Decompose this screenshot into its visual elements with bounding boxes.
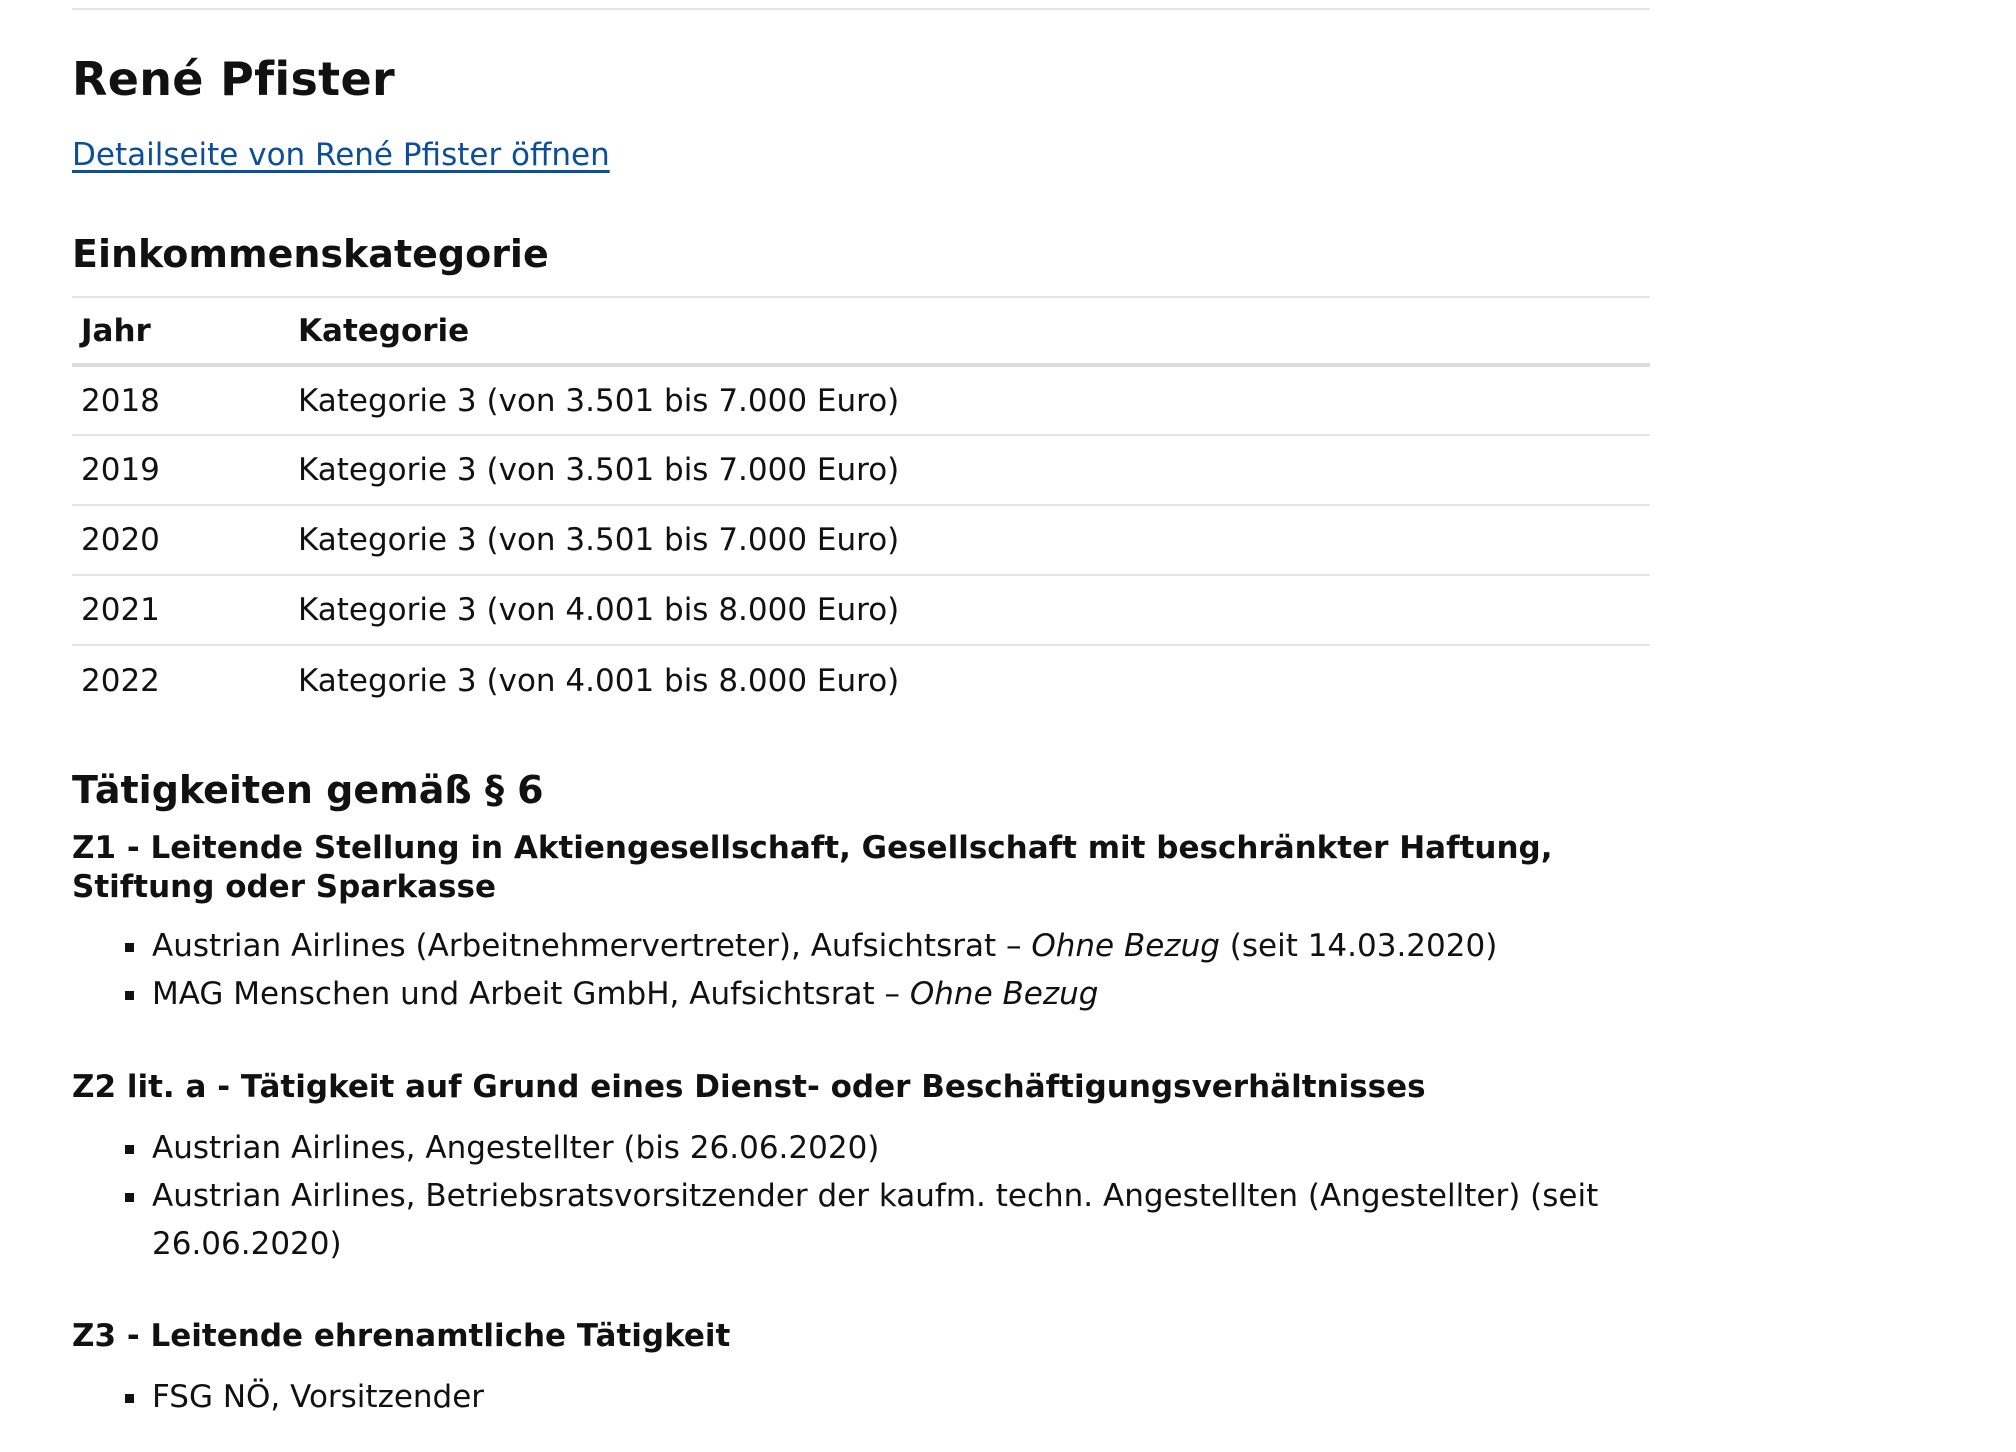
- table-header-row: [72, 297, 1650, 365]
- list-item: [152, 970, 1650, 1018]
- activity-group-title-z2: Z2 lit. a - Tätigkeit auf Grund eines Dienst- oder Beschäftigungsverhältnisses: [72, 1069, 1426, 1105]
- square-bullet-icon: [125, 943, 134, 952]
- row-category: Kategorie 3 (von 4.001 bis 8.000 Euro): [298, 592, 900, 628]
- detail-page-link[interactable]: Detailseite von René Pfister öffnen: [72, 137, 610, 173]
- income-section-heading: Einkommenskategorie: [72, 232, 549, 276]
- row-category: Kategorie 3 (von 4.001 bis 8.000 Euro): [298, 662, 900, 699]
- item-note: Ohne Bezug: [909, 976, 1099, 1012]
- activity-list-z2: [152, 1124, 1650, 1268]
- activity-list-z1: [152, 922, 1650, 1018]
- list-item: [152, 1172, 1650, 1268]
- item-text: FSG NÖ, Vorsitzender: [152, 1379, 485, 1415]
- row-year: 2019: [81, 452, 160, 488]
- income-table: [72, 296, 1650, 715]
- square-bullet-icon: [125, 1193, 134, 1202]
- item-text: Austrian Airlines, Betriebsratsvorsitzender der kaufm. techn. Angestellten (Angestellter) (seit 26.06.2020): [152, 1178, 1599, 1262]
- item-text: Austrian Airlines (Arbeitnehmervertreter), Aufsichtsrat –: [152, 928, 1032, 964]
- table-row: [72, 575, 1650, 645]
- list-item: [152, 1373, 1650, 1421]
- row-category: Kategorie 3 (von 3.501 bis 7.000 Euro): [298, 382, 900, 419]
- item-note: Ohne Bezug: [1031, 928, 1220, 964]
- square-bullet-icon: [125, 991, 134, 1000]
- activity-group-title-z1: Z1 - Leitende Stellung in Aktiengesellschaft, Gesellschaft mit beschränkter Haftung, Stiftung oder Sparkasse: [72, 830, 1553, 905]
- row-year: 2021: [81, 592, 160, 628]
- table-row: [72, 645, 1650, 715]
- activity-list-z3: [152, 1373, 1650, 1421]
- table-row: [72, 365, 1650, 435]
- row-year: 2018: [81, 382, 160, 419]
- square-bullet-icon: [125, 1145, 134, 1154]
- list-item: [152, 922, 1650, 970]
- column-header-year: Jahr: [81, 312, 151, 349]
- row-category: Kategorie 3 (von 3.501 bis 7.000 Euro): [298, 522, 900, 558]
- square-bullet-icon: [125, 1394, 134, 1403]
- list-item: [152, 1124, 1650, 1172]
- activities-section-heading: Tätigkeiten gemäß § 6: [72, 768, 544, 812]
- row-category: Kategorie 3 (von 3.501 bis 7.000 Euro): [298, 452, 900, 488]
- activity-group-title-z3: Z3 - Leitende ehrenamtliche Tätigkeit: [72, 1318, 731, 1354]
- column-header-category: Kategorie: [298, 312, 470, 349]
- item-suffix: (seit 14.03.2020): [1219, 928, 1498, 964]
- row-year: 2022: [81, 662, 160, 699]
- table-row: [72, 505, 1650, 575]
- row-year: 2020: [81, 522, 160, 558]
- top-divider: [72, 8, 1650, 10]
- item-text: MAG Menschen und Arbeit GmbH, Aufsichtsrat –: [152, 976, 910, 1012]
- table-row: [72, 435, 1650, 505]
- item-text: Austrian Airlines, Angestellter (bis 26.06.2020): [152, 1130, 880, 1166]
- person-name: René Pfister: [72, 52, 395, 106]
